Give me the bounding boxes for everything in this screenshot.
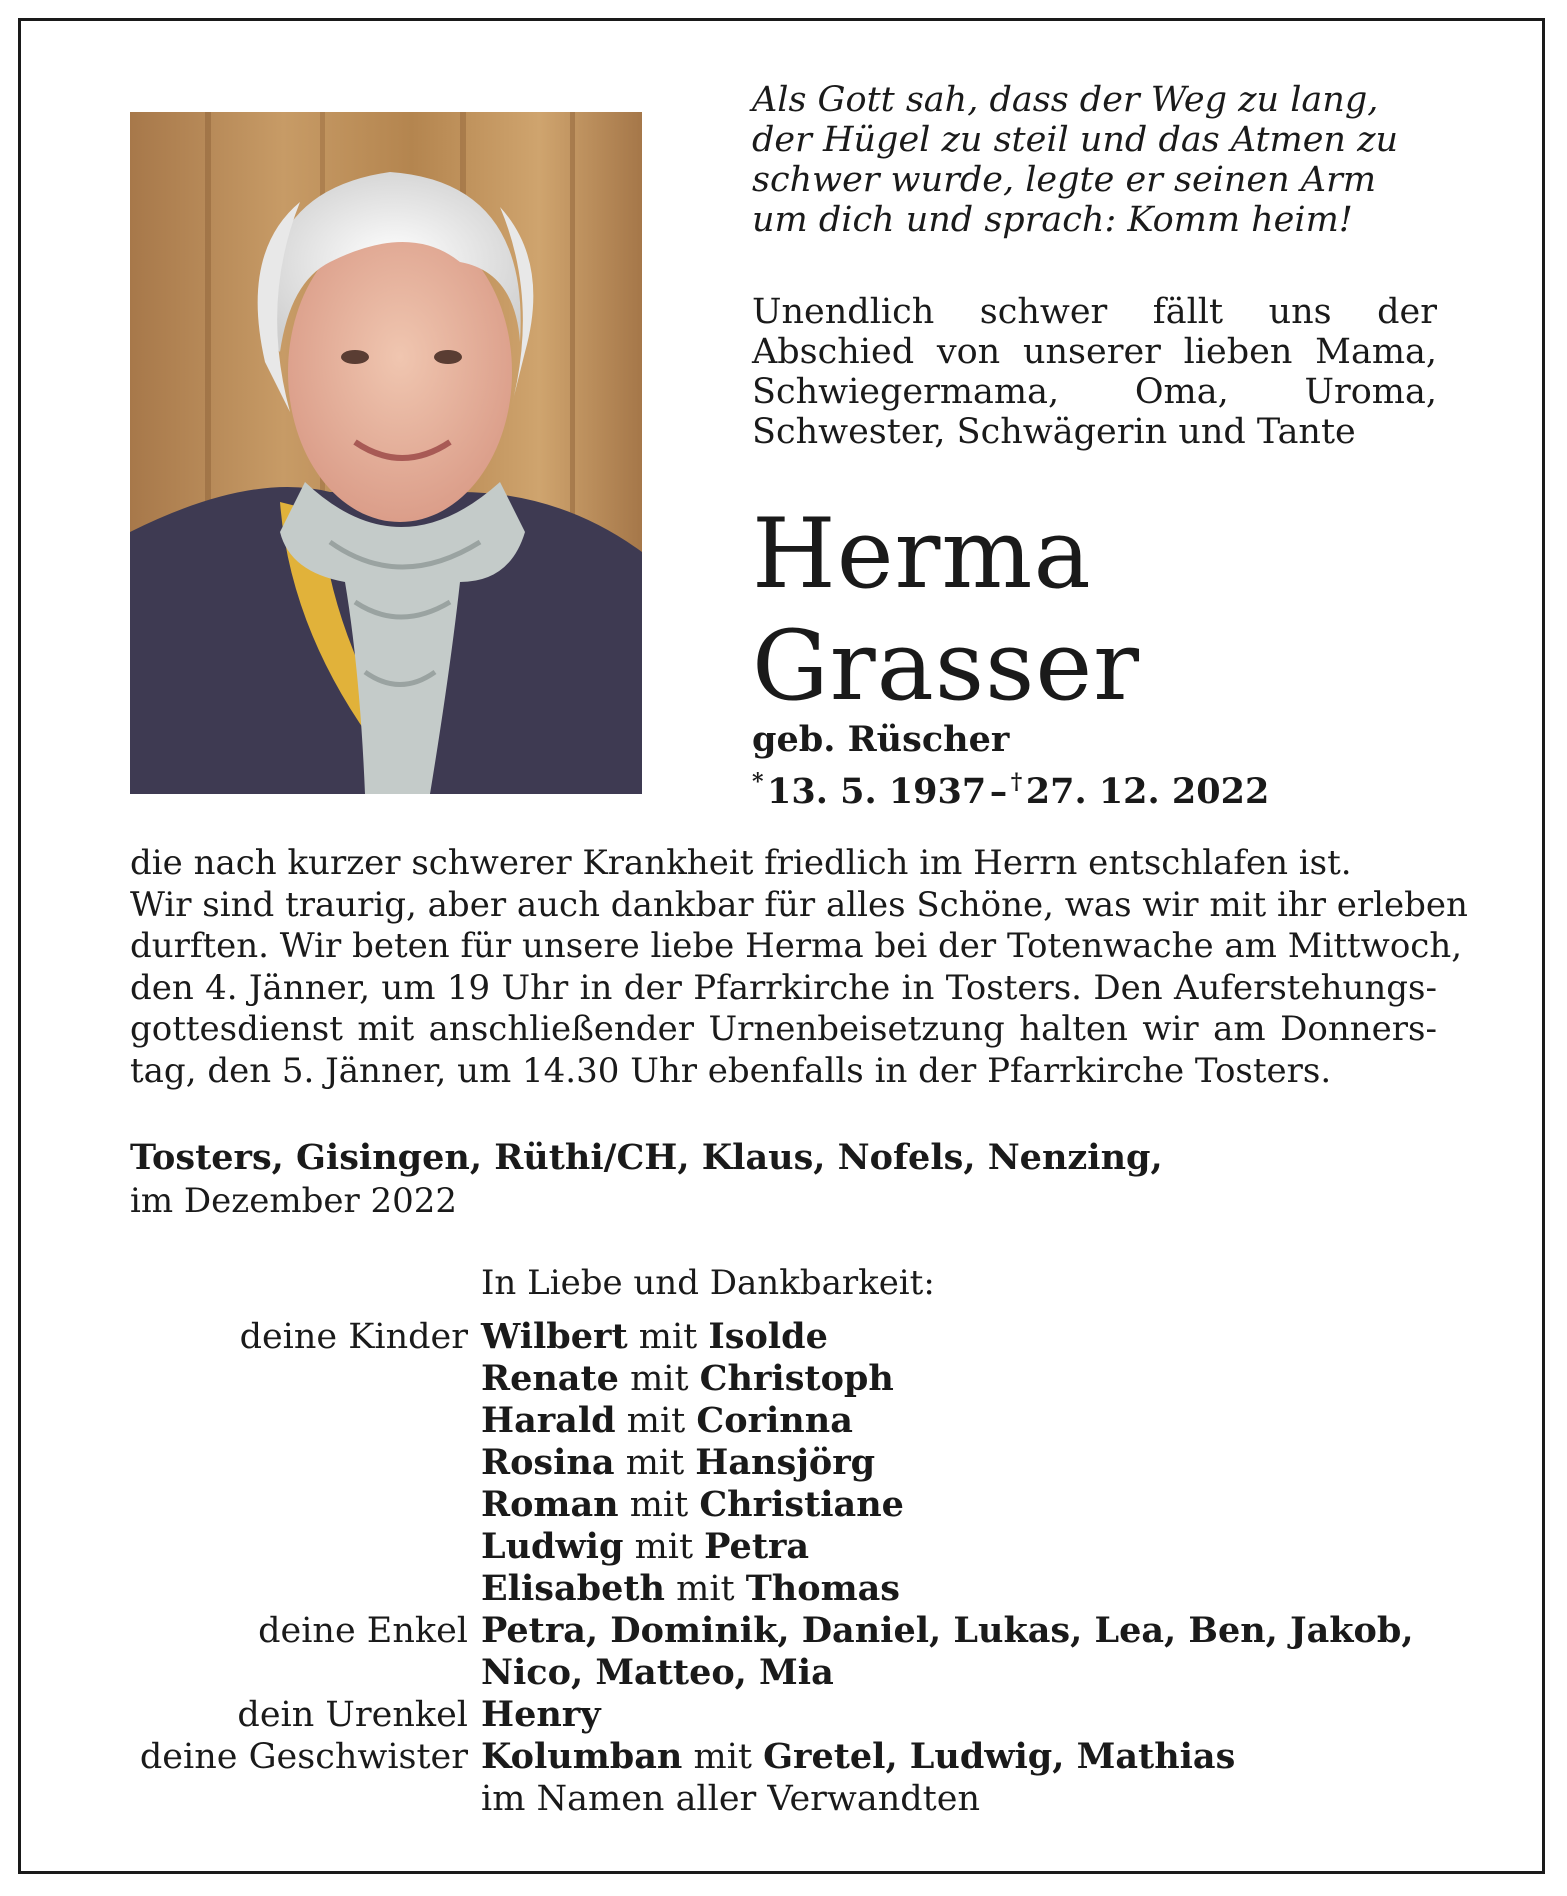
family-row bbox=[0, 1316, 1567, 1358]
thanks-heading: In Liebe und Dankbarkeit: bbox=[481, 1263, 935, 1303]
death-date: 27. 12. 2022 bbox=[1025, 771, 1270, 812]
child-name: Roman bbox=[481, 1484, 619, 1525]
connector: mit bbox=[630, 1359, 689, 1399]
child-couple bbox=[481, 1442, 875, 1484]
poem bbox=[752, 80, 1452, 240]
family-row bbox=[0, 1484, 1567, 1526]
family-row bbox=[0, 1736, 1567, 1778]
family-row bbox=[0, 1400, 1567, 1442]
child-couple bbox=[481, 1526, 809, 1568]
role-label: deine Kinder bbox=[239, 1317, 468, 1357]
connector: mit bbox=[625, 1443, 685, 1483]
poem-line: um dich und sprach: Komm heim! bbox=[752, 200, 1353, 240]
partner-name: Christoph bbox=[699, 1358, 894, 1399]
portrait-photo bbox=[130, 112, 642, 794]
body-line: die nach kurzer schwerer Krankheit friedlich im Herrn entschlafen ist. bbox=[130, 843, 1352, 883]
farewell-text: Unendlich schwer fällt uns der Abschied von unserer lieben Mama, Schwiegermama, Oma, Uroma, Schwester, Schwägerin und Tante bbox=[752, 292, 1437, 452]
role-label: dein Urenkel bbox=[237, 1695, 468, 1735]
body-line: den 4. Jänner, um 19 Uhr in der Pfarrkirche in Tosters. Den Auferstehungs- bbox=[130, 967, 1437, 1008]
grandchildren-names: Nico, Matteo, Mia bbox=[481, 1652, 834, 1693]
role-label: deine Enkel bbox=[258, 1611, 468, 1651]
sibling-partners: Gretel, Ludwig, Mathias bbox=[763, 1736, 1236, 1777]
family-row bbox=[0, 1526, 1567, 1568]
poem-line: Als Gott sah, dass der Weg zu lang, bbox=[752, 80, 1379, 120]
birth-symbol: * bbox=[752, 769, 764, 795]
siblings-names bbox=[481, 1736, 1235, 1778]
last-name: Grasser bbox=[752, 610, 1141, 722]
partner-name: Christiane bbox=[699, 1484, 904, 1525]
family-row bbox=[0, 1778, 1567, 1820]
partner-name: Corinna bbox=[696, 1400, 853, 1441]
first-name: Herma bbox=[752, 498, 1092, 610]
child-couple bbox=[481, 1316, 828, 1358]
family-row bbox=[0, 1358, 1567, 1400]
relatives-line: im Namen aller Verwandten bbox=[481, 1779, 980, 1819]
child-name: Renate bbox=[481, 1358, 619, 1399]
child-couple bbox=[481, 1484, 904, 1526]
grandchildren-names: Petra, Dominik, Daniel, Lukas, Lea, Ben, Jakob, bbox=[481, 1610, 1414, 1651]
child-couple bbox=[481, 1568, 900, 1610]
connector: mit bbox=[634, 1527, 694, 1567]
date-separator: – bbox=[989, 771, 1008, 812]
birth-date: 13. 5. 1937 bbox=[767, 771, 987, 812]
child-name: Wilbert bbox=[481, 1316, 628, 1357]
family-row bbox=[0, 1610, 1567, 1652]
body-line: tag, den 5. Jänner, um 14.30 Uhr ebenfalls in der Pfarrkirche Tosters. bbox=[130, 1050, 1332, 1091]
family-list bbox=[0, 1316, 1567, 1820]
maiden-name: geb. Rüscher bbox=[752, 719, 1010, 760]
connector: mit bbox=[676, 1569, 735, 1609]
child-name: Elisabeth bbox=[481, 1568, 666, 1609]
child-couple bbox=[481, 1358, 894, 1400]
family-row bbox=[0, 1652, 1567, 1694]
places: Tosters, Gisingen, Rüthi/CH, Klaus, Nofels, Nenzing, bbox=[130, 1137, 1163, 1178]
connector: mit bbox=[638, 1317, 698, 1357]
body-line: gottesdienst mit anschließender Urnenbeisetzung halten wir am Donners- bbox=[130, 1009, 1437, 1049]
deceased-name bbox=[752, 498, 1140, 722]
partner-name: Petra bbox=[704, 1526, 810, 1567]
connector: mit bbox=[626, 1401, 686, 1441]
connector: mit bbox=[693, 1737, 752, 1777]
role-label: deine Geschwister bbox=[139, 1737, 468, 1777]
poem-line: schwer wurde, legte er seinen Arm bbox=[752, 160, 1377, 200]
place-date: im Dezember 2022 bbox=[130, 1181, 458, 1221]
child-name: Rosina bbox=[481, 1442, 615, 1483]
partner-name: Isolde bbox=[708, 1316, 828, 1357]
family-row bbox=[0, 1694, 1567, 1736]
connector: mit bbox=[629, 1485, 689, 1525]
life-dates bbox=[752, 762, 1269, 812]
child-name: Harald bbox=[481, 1400, 616, 1441]
body-line: Wir sind traurig, aber auch dankbar für alles Schöne, was wir mit ihr erleben bbox=[130, 884, 1468, 925]
sibling-name: Kolumban bbox=[481, 1736, 683, 1777]
partner-name: Thomas bbox=[745, 1568, 901, 1609]
announcement-text bbox=[130, 843, 1468, 1092]
partner-name: Hansjörg bbox=[695, 1442, 876, 1483]
great-grandchild-name: Henry bbox=[481, 1694, 601, 1735]
child-couple bbox=[481, 1400, 853, 1442]
child-name: Ludwig bbox=[481, 1526, 624, 1567]
family-row bbox=[0, 1442, 1567, 1484]
family-row bbox=[0, 1568, 1567, 1610]
death-symbol: † bbox=[1010, 769, 1023, 795]
poem-line: der Hügel zu steil und das Atmen zu bbox=[752, 120, 1399, 160]
body-line: durften. Wir beten für unsere liebe Herma bei der Totenwache am Mittwoch, bbox=[130, 926, 1463, 966]
